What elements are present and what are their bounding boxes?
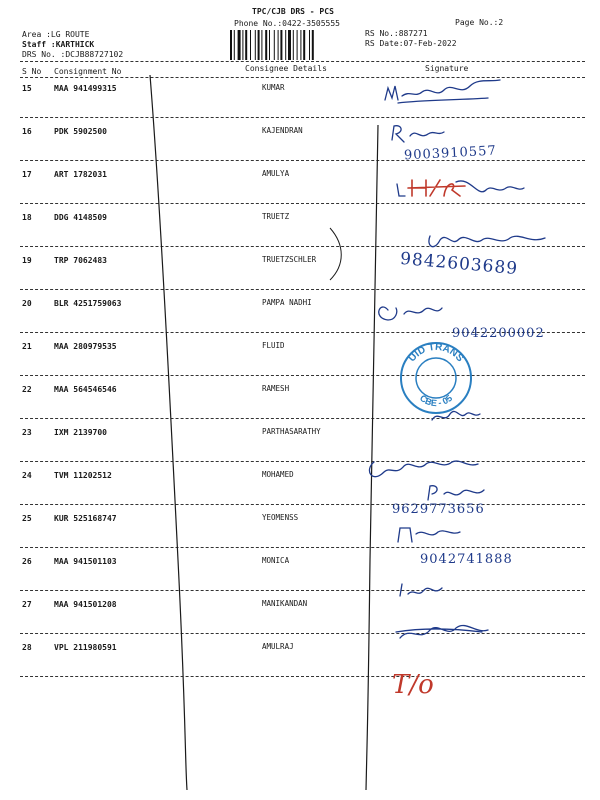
- column-sno: S No: [22, 67, 42, 76]
- row-consignee-name: AMULYA: [262, 169, 290, 178]
- row-consignment-number: IXM 2139700: [54, 428, 107, 437]
- column-consignee: Consignee Details: [245, 64, 327, 73]
- row-consignment-number: TRP 7062483: [54, 256, 107, 265]
- row-serial-number: 22: [22, 385, 32, 394]
- document-title: TPC/CJB DRS - PCS: [252, 7, 334, 16]
- svg-text:UID TRANS: [407, 342, 466, 365]
- row-consignee-name: AMULRAJ: [262, 642, 294, 651]
- row-serial-number: 24: [22, 471, 32, 480]
- row-consignment-number: VPL 211980591: [54, 643, 117, 652]
- handwritten-phone-row-25: 9042741888: [420, 552, 513, 567]
- row-serial-number: 19: [22, 256, 32, 265]
- row-serial-number: 23: [22, 428, 32, 437]
- row-serial-number: 20: [22, 299, 32, 308]
- row-serial-number: 21: [22, 342, 32, 351]
- row-consignee-name: YEOMENSS: [262, 513, 299, 522]
- row-serial-number: 28: [22, 643, 32, 652]
- row-consignment-number: MAA 941501208: [54, 600, 117, 609]
- signature-row-25: [398, 528, 460, 542]
- handwritten-text-row-28: T/o: [392, 670, 434, 700]
- signature-row-15: [385, 80, 500, 100]
- row-serial-number: 18: [22, 213, 32, 222]
- row-serial-number: 15: [22, 84, 32, 93]
- row-consignee-name: PAMPA NADHI: [262, 298, 312, 307]
- signature-row-27: [396, 625, 488, 638]
- company-stamp: [398, 340, 474, 416]
- stamp-top-text: UID TRANS: [406, 341, 466, 365]
- handwritten-phone-row-24: 9629773656: [392, 502, 485, 517]
- area-label: Area :LG ROUTE: [22, 30, 90, 39]
- row-serial-number: 27: [22, 600, 32, 609]
- row-serial-number: 26: [22, 557, 32, 566]
- row-consignee-name: PARTHASARATHY: [262, 427, 321, 436]
- rs-number: RS No.:887271: [365, 29, 428, 38]
- row-consignee-name: MANIKANDAN: [262, 599, 308, 608]
- column-signature: Signature: [425, 64, 469, 73]
- drs-number: DRS No. :DCJB88727102: [22, 50, 124, 59]
- row-consignee-name: MOHAMED: [262, 470, 294, 479]
- column-consignment: Consignment No: [54, 67, 122, 76]
- svg-text:CBE - 05: [418, 393, 454, 408]
- signature-row-16: [392, 126, 444, 142]
- row-consignment-number: PDK 5902500: [54, 127, 107, 136]
- signature-row-26: [400, 584, 442, 596]
- signature-row-23: [369, 461, 478, 477]
- row-consignment-number: MAA 941499315: [54, 84, 117, 93]
- row-consignment-number: ART 1782031: [54, 170, 107, 179]
- handwritten-phone-row-19: 9842603689: [399, 248, 519, 280]
- row-consignee-name: RAMESH: [262, 384, 290, 393]
- staff-label: Staff :KARTHICK: [22, 40, 95, 49]
- handwritten-phone-row-16: 9003910557: [403, 143, 498, 164]
- row-consignee-name: KAJENDRAN: [262, 126, 303, 135]
- row-consignment-number: MAA 941501103: [54, 557, 117, 566]
- row-serial-number: 25: [22, 514, 32, 523]
- stamp-bottom-text: CBE - 05: [417, 392, 455, 409]
- row-consignee-name: TRUETZ: [262, 212, 290, 221]
- row-consignment-number: MAA 280979535: [54, 342, 117, 351]
- row-consignment-number: MAA 564546546: [54, 385, 117, 394]
- row-consignment-number: TVM 11202512: [54, 471, 112, 480]
- row-serial-number: 16: [22, 127, 32, 136]
- row-serial-number: 17: [22, 170, 32, 179]
- row-consignment-number: KUR 525168747: [54, 514, 117, 523]
- row-consignment-number: DDG 4148509: [54, 213, 107, 222]
- row-consignee-name: TRUETZSCHLER: [262, 255, 317, 264]
- row-consignee-name: FLUID: [262, 341, 285, 350]
- phone-number: Phone No.:0422-3505555: [234, 19, 340, 28]
- row-consignment-number: BLR 4251759063: [54, 299, 122, 308]
- rs-date: RS Date:07-Feb-2022: [365, 39, 457, 48]
- page-number: Page No.:2: [455, 18, 504, 27]
- row-consignee-name: MONICA: [262, 556, 290, 565]
- row-consignee-name: KUMAR: [262, 83, 285, 92]
- handwritten-phone-row-20: 9042200002: [452, 326, 545, 341]
